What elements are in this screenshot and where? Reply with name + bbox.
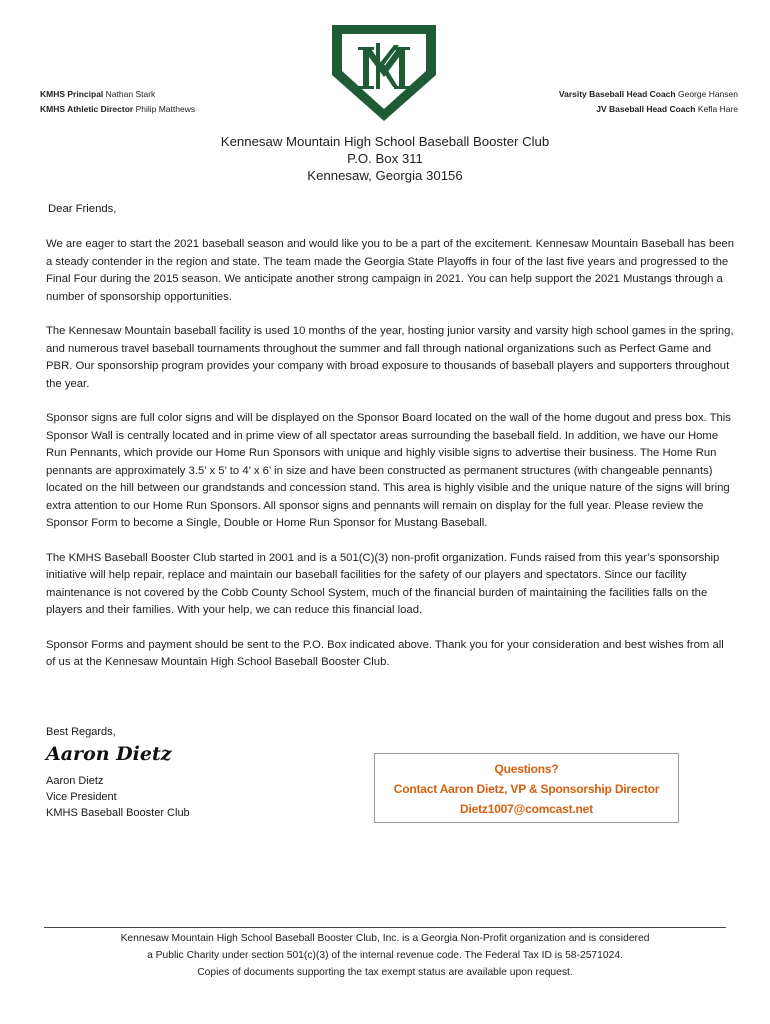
paragraph-facility: The Kennesaw Mountain baseball facility is used 10 months of the year, hosting junior varsity and varsity high school games in the spring, and numerous travel baseball tournaments throughout the summer and fall through national organizations such as Perfect Game and PBR. Our sponsorship program provides your company with broad exposure to thousands of baseball players and supporters throughout the year.	[46, 325, 734, 390]
staff-left	[40, 87, 195, 117]
staff-varsity-coach: Varsity Baseball Head Coach George Hansen	[558, 89, 738, 99]
staff-principal: KMHS Principal Nathan Stark	[40, 89, 156, 99]
staff-right	[559, 87, 738, 117]
km-home-plate-logo-icon	[330, 23, 438, 123]
questions-heading: Questions?	[494, 762, 559, 776]
salutation: Dear Friends,	[48, 203, 117, 215]
signature: Aaron Dietz	[46, 743, 172, 765]
questions-email[interactable]: Dietz1007@comcast.net	[460, 802, 593, 816]
signer-name: Aaron Dietz	[46, 775, 104, 787]
club-address	[0, 133, 770, 184]
staff-jv-coach: JV Baseball Head Coach Kefla Hare	[596, 104, 738, 114]
footer	[40, 930, 730, 981]
footer-line-1: Kennesaw Mountain High School Baseball Booster Club, Inc. is a Georgia Non-Profit organization and is considered	[120, 933, 650, 944]
footer-line-3: Copies of documents supporting the tax exempt status are available upon request.	[197, 967, 573, 978]
club-city: Kennesaw, Georgia 30156	[307, 168, 463, 183]
club-name: Kennesaw Mountain High School Baseball Booster Club	[220, 134, 550, 149]
paragraph-sponsor-forms: Sponsor Forms and payment should be sent to the P.O. Box indicated above. Thank you for your consideration and best wishes from all of us at the Kennesaw Mountain High School Baseball Booster Club.	[46, 638, 724, 668]
paragraph-booster-club: The KMHS Baseball Booster Club started in 2001 and is a 501(C)(3) non-profit organization. Funds raised from this year’s sponsorship initiative will help repair, replace and maintain our baseball facilities for the safety of our players and spectators. Since our facility maintenance is not covered by the Cobb County School System, much of the financial burden of maintaining the facilities falls on the players and their families. With your help, we can reduce this financial load.	[46, 551, 720, 616]
closing: Best Regards,	[46, 726, 116, 738]
questions-box	[374, 753, 679, 823]
footer-line-2: a Public Charity under section 501(c)(3) of the internal revenue code. The Federal Tax ID is 58-2571024.	[147, 950, 623, 961]
signer-block	[46, 773, 190, 821]
questions-contact: Contact Aaron Dietz, VP & Sponsorship Director	[393, 782, 660, 796]
letter-body	[46, 236, 736, 689]
paragraph-season: We are eager to start the 2021 baseball season and would like you to be a part of the excitement. Kennesaw Mountain Baseball has been a steady contender in the region and state. The team made the Georgia State Playoffs in four of the last five years and progressed to the Final Four during the 2015 season. We anticipate another strong campaign in 2021. You can help support the 2021 Mustangs through a number of sponsorship opportunities.	[46, 238, 735, 303]
signer-title: Vice President	[46, 791, 117, 803]
footer-divider	[44, 927, 726, 928]
paragraph-sponsor-signs: Sponsor signs are full color signs and will be displayed on the Sponsor Board located on the wall of the home dugout and press box. This Sponsor Wall is centrally located and in prime view of all spectator areas surrounding the baseball field. In addition, we have our Home Run Pennants, which provide our Home Run Sponsors with unique and highly visible signs to advertise their business. The Home Run pennants are approximately 3.5’ x 5’ to 4’ x 6’ in size and have been constructed as permanent structures (with changeable pennants) located on the hill between our grandstands and concession stand. This area is highly visible and the unique nature of the signs will bring extra attention to our Home Run Sponsors. All sponsor signs and pennants will remain on display for the full year. Please review the Sponsor Form to become a Single, Double or Home Run Sponsor for Mustang Baseball.	[46, 412, 731, 529]
club-po-box: P.O. Box 311	[347, 151, 423, 166]
signer-org: KMHS Baseball Booster Club	[46, 807, 190, 819]
staff-athletic-director: KMHS Athletic Director Philip Matthews	[40, 104, 196, 114]
